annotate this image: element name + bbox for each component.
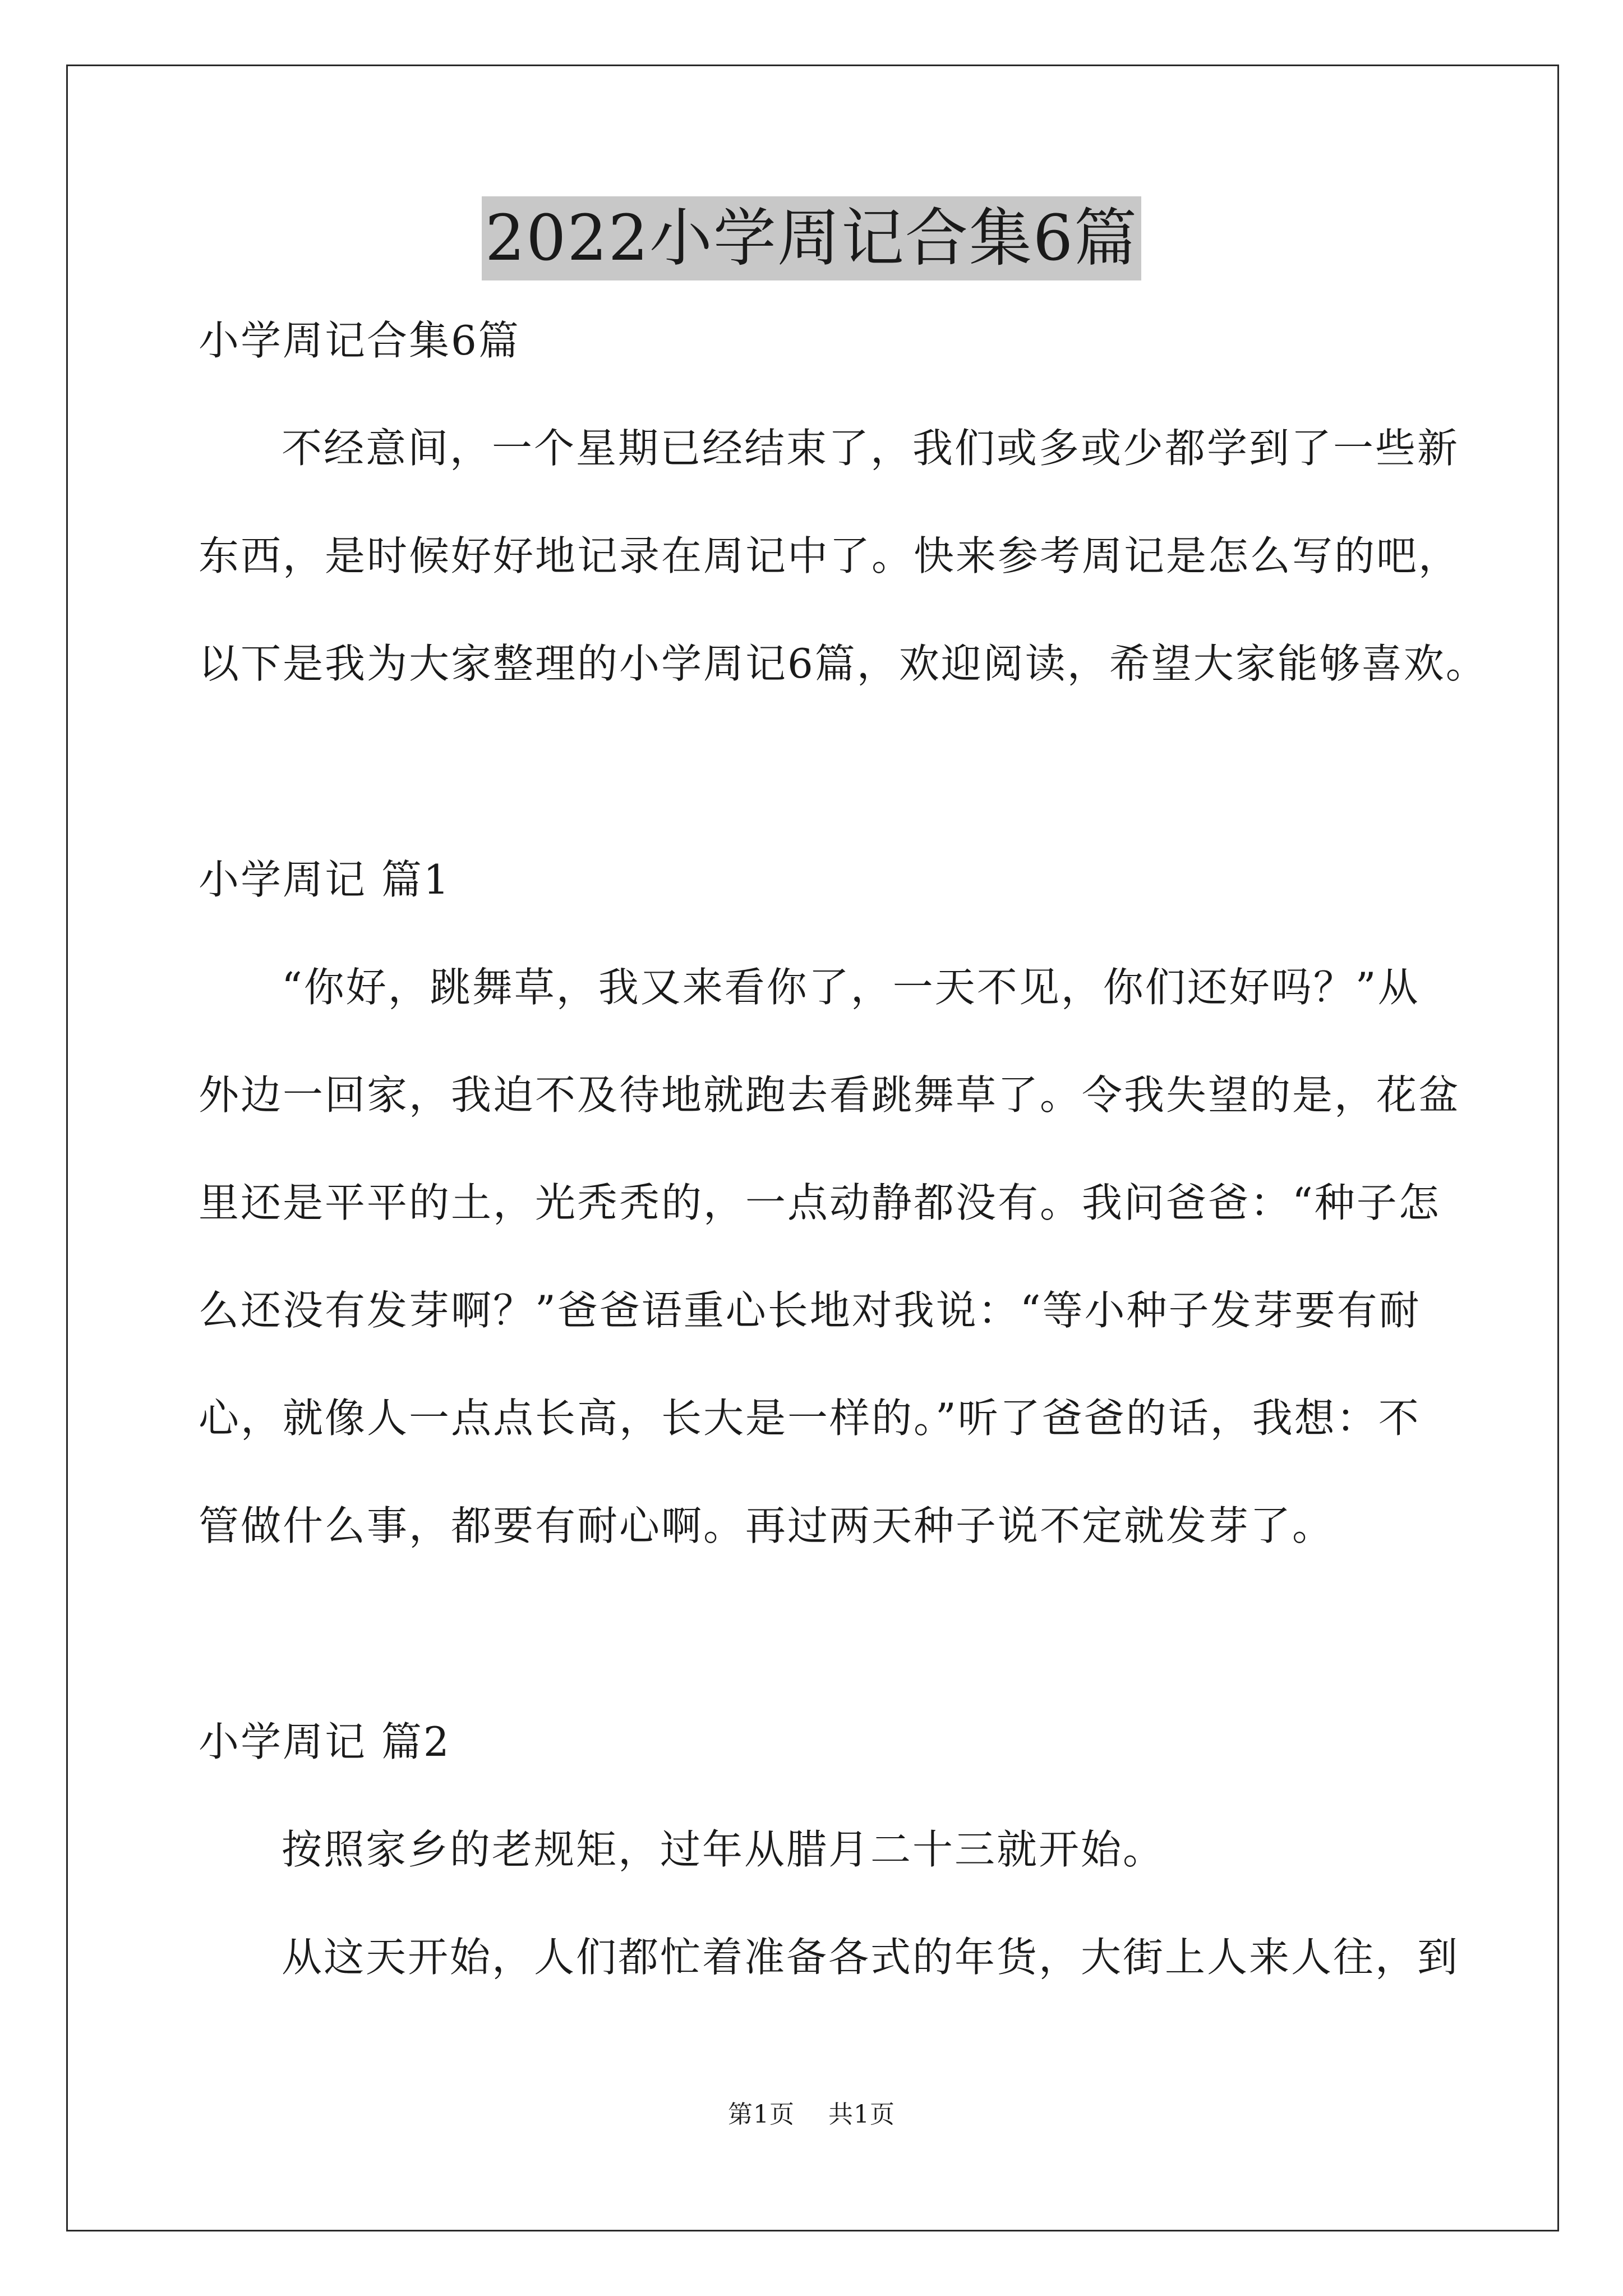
section-line: 心，就像人一点点长高，长大是一样的。”听了爸爸的话，我想：不 [199,1395,1421,1442]
section-line: 管做什么事，都要有耐心啊。再过两天种子说不定就发芽了。 [199,1502,1335,1549]
page-total: 共1页 [828,2100,895,2129]
section-line: 外边一回家，我迫不及待地就跑去看跳舞草了。令我失望的是，花盆 [199,1071,1461,1119]
section-line: “你好，跳舞草，我又来看你了，一天不见，你们还好吗？”从 [282,964,1420,1011]
section-paragraph: 按照家乡的老规矩，过年从腊月二十三就开始。 [282,1826,1165,1873]
document-body [199,314,1488,1984]
section-heading: 小学周记 篇1 [199,856,451,903]
page-footer [0,2098,1623,2132]
page-number: 第1页 [728,2100,795,2129]
title-container [0,196,1623,280]
section-paragraph: 从这天开始，人们都忙着准备各式的年货，大街上人来人往，到 [282,1934,1460,1981]
intro-line: 以下是我为大家整理的小学周记6篇，欢迎阅读，希望大家能够喜欢。 [199,640,1488,687]
section-line: 里还是平平的土，光秃秃的，一点动静都没有。我问爸爸：“种子怎 [199,1179,1441,1226]
section-heading: 小学周记 篇2 [199,1718,451,1765]
intro-line: 东西，是时候好好地记录在周记中了。快来参考周记是怎么写的吧， [199,532,1461,579]
intro-line: 不经意间，一个星期已经结束了，我们或多或少都学到了一些新 [282,425,1460,472]
section-line: 么还没有发芽啊？”爸爸语重心长地对我说：“等小种子发芽要有耐 [199,1287,1421,1334]
document-title: 2022小学周记合集6篇 [482,196,1141,280]
subtitle: 小学周记合集6篇 [199,317,520,364]
